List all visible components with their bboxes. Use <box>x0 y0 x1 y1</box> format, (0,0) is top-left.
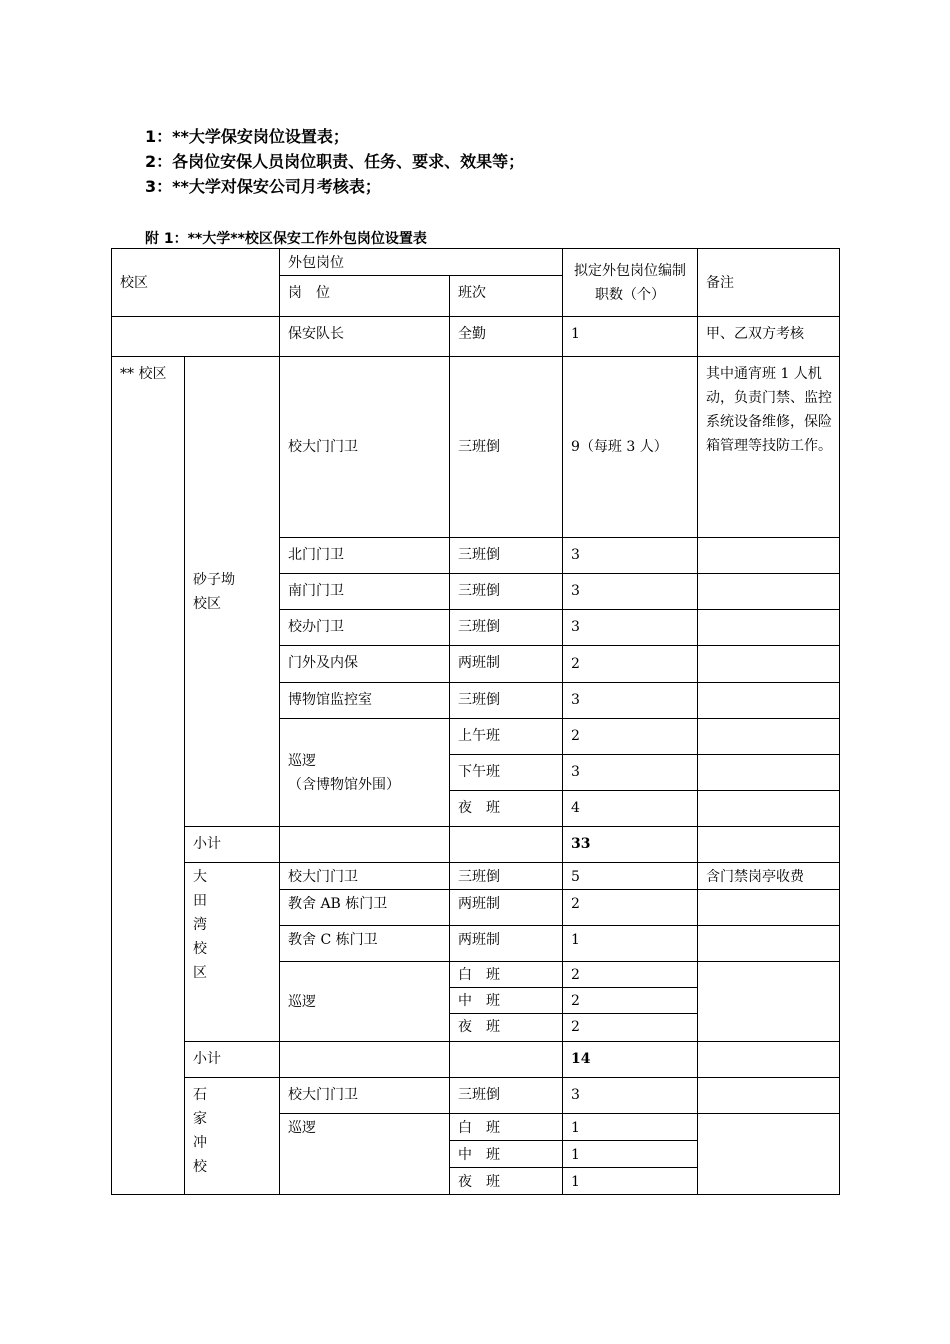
s3-name <box>185 1078 280 1195</box>
intro-list <box>145 124 524 199</box>
s2-patrol-post: 巡逻 <box>280 962 450 1042</box>
s3-patrol-count: 1 <box>563 1168 698 1195</box>
header-campus: 校区 <box>112 249 280 317</box>
s1-patrol-shift: 下午班 <box>450 755 563 791</box>
s2-patrol-shift: 夜 班 <box>450 1014 563 1042</box>
s2-remark: 含门禁岗亭收费 <box>698 863 840 890</box>
s2-patrol-shift: 白 班 <box>450 962 563 988</box>
s3-post: 校大门门卫 <box>280 1078 450 1114</box>
header-remark: 备注 <box>698 249 840 317</box>
s3-patrol-shift: 白 班 <box>450 1114 563 1141</box>
s1-shift: 两班制 <box>450 646 563 683</box>
s2-subtotal: 14 <box>563 1042 698 1078</box>
s1-post: 北门门卫 <box>280 538 450 574</box>
post-setting-table <box>111 248 840 1195</box>
s1-count: 3 <box>563 538 698 574</box>
s2-subtotal-label: 小计 <box>185 1042 280 1078</box>
leader-count: 1 <box>563 317 698 357</box>
s2-shift: 两班制 <box>450 926 563 962</box>
s3-remark <box>698 1078 840 1114</box>
s1-subtotal-label: 小计 <box>185 827 280 863</box>
s1-remark <box>698 755 840 791</box>
s2-post: 校大门门卫 <box>280 863 450 890</box>
s2-patrol-count: 2 <box>563 988 698 1014</box>
s1-name-text: 砂子坳校区 <box>193 571 235 612</box>
s1-remark <box>698 791 840 827</box>
s1-count: 9（每班 3 人） <box>563 357 698 538</box>
s3-patrol-shift: 夜 班 <box>450 1168 563 1195</box>
header-shift: 班次 <box>450 276 563 317</box>
s2-post: 教舍 C 栋门卫 <box>280 926 450 962</box>
s1-remark <box>698 574 840 610</box>
s2-count: 5 <box>563 863 698 890</box>
s3-patrol-shift: 中 班 <box>450 1141 563 1168</box>
s1-remark: 其中通宵班 1 人机动，负责门禁、监控系统设备维修，保险箱管理等技防工作。 <box>698 357 840 538</box>
s1-count: 3 <box>563 683 698 719</box>
s1-shift: 三班倒 <box>450 683 563 719</box>
s1-patrol-sub: （含博物馆外围） <box>288 776 400 793</box>
s3-patrol-post: 巡逻 <box>280 1114 450 1195</box>
s2-name-text: 大田湾校区 <box>193 869 207 981</box>
table-caption: 附 1：**大学**校区保安工作外包岗位设置表 <box>145 231 427 247</box>
header-post: 岗 位 <box>280 276 450 317</box>
s2-subtotal-shift <box>450 1042 563 1078</box>
s2-subtotal-post <box>280 1042 450 1078</box>
s1-post: 门外及内保 <box>280 646 450 683</box>
s1-subtotal-remark <box>698 827 840 863</box>
s2-count: 1 <box>563 926 698 962</box>
campus-name: ** 校区 <box>112 357 185 1195</box>
leader-shift: 全勤 <box>450 317 563 357</box>
intro-item: 1：**大学保安岗位设置表； <box>145 127 349 146</box>
intro-item: 3：**大学对保安公司月考核表； <box>145 177 381 196</box>
s3-name-text: 石家冲校 <box>193 1087 207 1175</box>
s1-patrol-count: 4 <box>563 791 698 827</box>
s2-patrol-shift: 中 班 <box>450 988 563 1014</box>
intro-item: 2：各岗位安保人员岗位职责、任务、要求、效果等； <box>145 152 525 171</box>
s1-remark <box>698 610 840 646</box>
s2-patrol-count: 2 <box>563 962 698 988</box>
s1-patrol-shift: 上午班 <box>450 719 563 755</box>
s2-name <box>185 863 280 1042</box>
leader-post: 保安队长 <box>280 317 450 357</box>
s3-patrol-count: 1 <box>563 1141 698 1168</box>
s1-remark <box>698 683 840 719</box>
s3-patrol-remark <box>698 1114 840 1195</box>
s1-shift: 三班倒 <box>450 357 563 538</box>
s1-post: 校大门门卫 <box>280 357 450 538</box>
s3-count: 3 <box>563 1078 698 1114</box>
s2-count: 2 <box>563 890 698 926</box>
s1-post: 校办门卫 <box>280 610 450 646</box>
s2-shift: 三班倒 <box>450 863 563 890</box>
s1-remark <box>698 538 840 574</box>
s1-count: 3 <box>563 574 698 610</box>
s1-post: 博物馆监控室 <box>280 683 450 719</box>
header-outsource: 外包岗位 <box>280 249 563 276</box>
s1-subtotal-shift <box>450 827 563 863</box>
s2-subtotal-remark <box>698 1042 840 1078</box>
s1-shift: 三班倒 <box>450 574 563 610</box>
s1-shift: 三班倒 <box>450 538 563 574</box>
s2-remark <box>698 926 840 962</box>
header-planned: 拟定外包岗位编制职数（个） <box>563 249 698 317</box>
s1-count: 2 <box>563 646 698 683</box>
leader-campus-cell <box>112 317 280 357</box>
s1-subtotal: 33 <box>563 827 698 863</box>
s1-remark <box>698 719 840 755</box>
s1-patrol-shift: 夜 班 <box>450 791 563 827</box>
s1-patrol-post <box>280 719 450 827</box>
s1-patrol-count: 2 <box>563 719 698 755</box>
leader-remark: 甲、乙双方考核 <box>698 317 840 357</box>
s1-shift: 三班倒 <box>450 610 563 646</box>
s2-patrol-count: 2 <box>563 1014 698 1042</box>
s1-patrol-count: 3 <box>563 755 698 791</box>
s1-post: 南门门卫 <box>280 574 450 610</box>
s2-post: 教舍 AB 栋门卫 <box>280 890 450 926</box>
s1-patrol-label: 巡逻 <box>288 752 316 769</box>
s1-subtotal-post <box>280 827 450 863</box>
s2-shift: 两班制 <box>450 890 563 926</box>
s1-remark <box>698 646 840 683</box>
s3-patrol-count: 1 <box>563 1114 698 1141</box>
s3-shift: 三班倒 <box>450 1078 563 1114</box>
s2-remark <box>698 890 840 926</box>
s2-patrol-remark <box>698 962 840 1042</box>
s1-name <box>185 357 280 827</box>
s1-count: 3 <box>563 610 698 646</box>
